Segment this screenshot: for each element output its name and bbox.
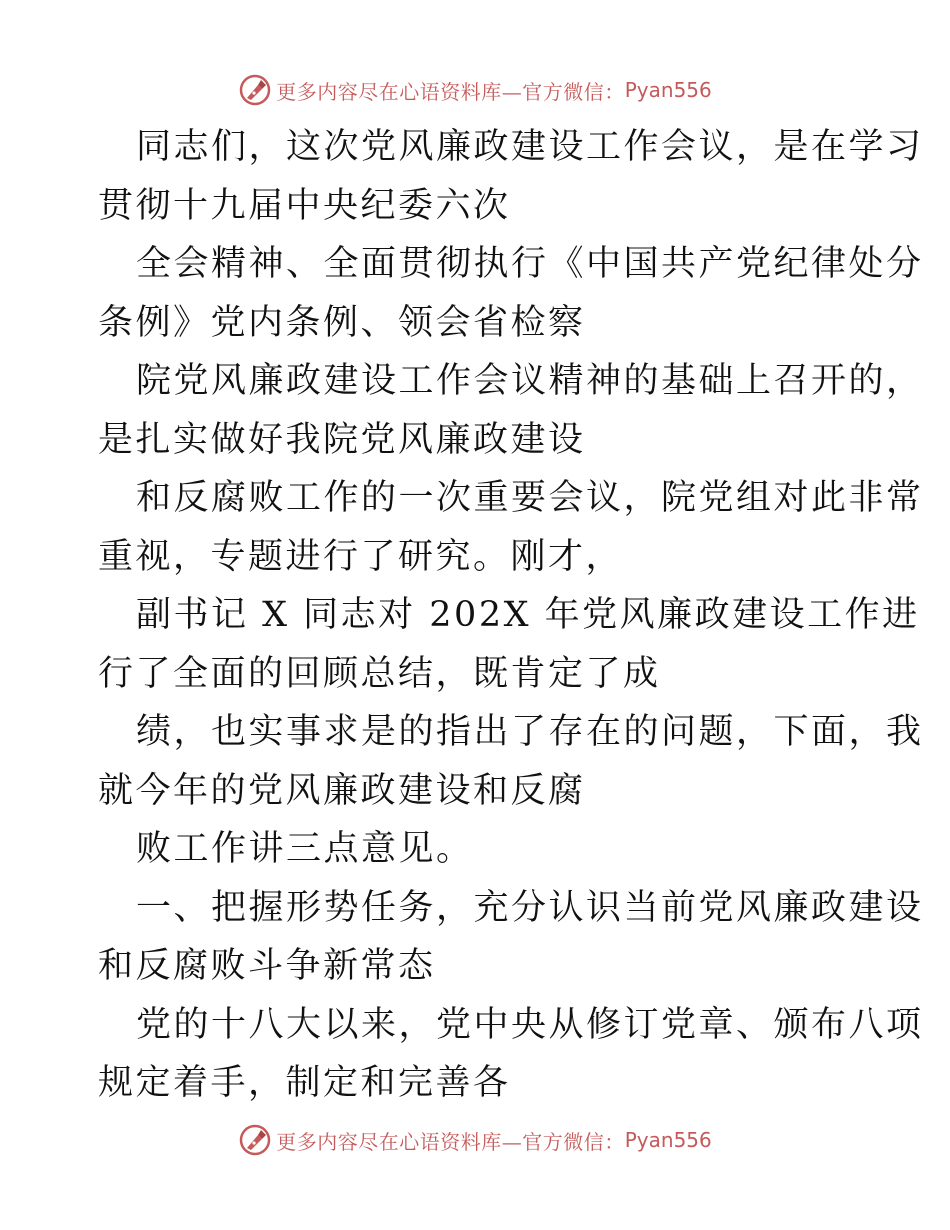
text-line: 行了全面的回顾总结，既肯定了成 — [98, 653, 661, 694]
footer-watermark — [0, 1120, 950, 1160]
text-line: 党的十八大以来，党中央从修订党章、颁布八项 — [136, 1004, 924, 1045]
header-watermark — [0, 70, 950, 110]
text-line: 败工作讲三点意见。 — [136, 829, 474, 869]
text-line: 规定着手，制定和完善各 — [98, 1063, 511, 1103]
text-line: 副书记 X 同志对 202X 年党风廉政建设工作进 — [136, 595, 920, 635]
section-heading-line: 一、把握形势任务，充分认识当前党风廉政建设 — [136, 887, 924, 928]
watermark-text: 更多内容尽在心语资料库—官方微信： — [276, 79, 625, 104]
text-line: 院党风廉政建设工作会议精神的基础上召开的， — [136, 361, 924, 401]
text-line: 重视，专题进行了研究。刚才， — [98, 536, 624, 577]
text-line: 条例》党内条例、领会省检察 — [98, 302, 586, 343]
watermark-wechat-id: Pyan556 — [624, 78, 712, 102]
text-line: 绩，也实事求是的指出了存在的问题，下面，我 — [136, 712, 924, 752]
section-heading-line: 和反腐败斗争新常态 — [98, 946, 436, 986]
text-line: 就今年的党风廉政建设和反腐 — [98, 770, 586, 811]
watermark-text: 更多内容尽在心语资料库—官方微信： — [276, 1129, 625, 1154]
text-line: 是扎实做好我院党风廉政建设 — [98, 419, 586, 460]
document-body — [98, 118, 924, 1113]
text-line: 同志们，这次党风廉政建设工作会议，是在学习 — [136, 127, 924, 167]
text-line: 全会精神、全面贯彻执行《中国共产党纪律处分 — [136, 244, 924, 284]
pen-nib-logo-icon — [238, 1123, 272, 1157]
text-line: 和反腐败工作的一次重要会议，院党组对此非常 — [136, 478, 924, 518]
pen-nib-logo-icon — [238, 73, 272, 107]
text-line: 贯彻十九届中央纪委六次 — [98, 185, 511, 226]
watermark-wechat-id: Pyan556 — [624, 1128, 712, 1152]
